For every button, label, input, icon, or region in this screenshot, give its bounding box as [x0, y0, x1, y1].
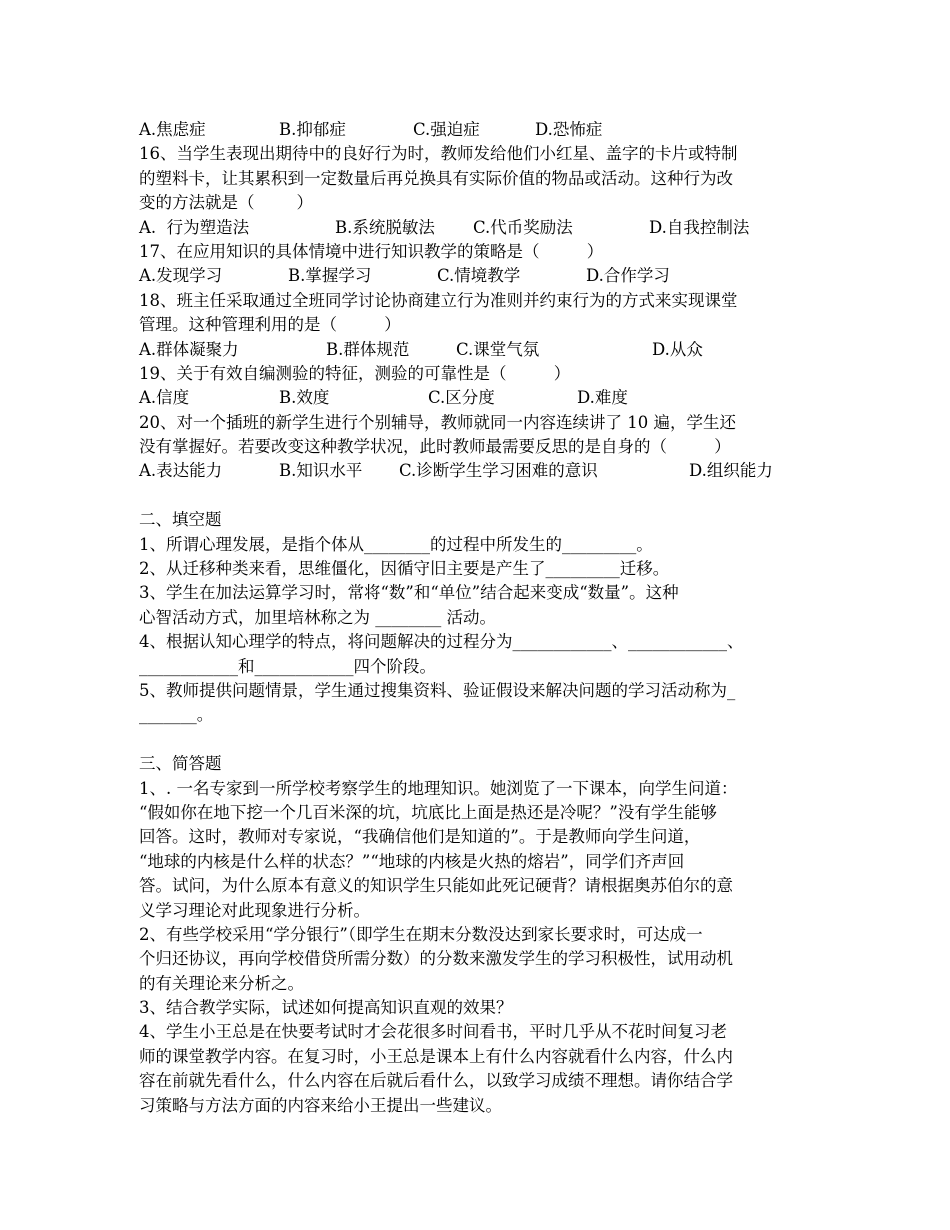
short-line-1: 1、. 一名专家到一所学校考察学生的地理知识。她浏览了一下课本，向学生问道：	[139, 778, 738, 798]
q16-line-1: 16、当学生表现出期待中的良好行为时，教师发给他们小红星、盖字的卡片或特制	[139, 144, 738, 164]
fill-line-6: ____________和____________四个阶段。	[139, 656, 436, 676]
fill-line-4: 心智活动方式，加里培林称之为 ________ 活动。	[139, 607, 496, 627]
q17-line-1: 17、在应用知识的具体情境中进行知识教学的策略是（ ）	[139, 241, 604, 261]
option-d: D.恐怖症	[535, 120, 603, 139]
q19-line-1: 19、关于有效自编测验的特征，测验的可靠性是（ ）	[139, 363, 571, 383]
option-c: C.诊断学生学习困难的意识	[399, 461, 598, 481]
q16-line-2: 的塑料卡，让其累积到一定数量后再兑换具有实际价值的物品或活动。这种行为改	[139, 168, 733, 188]
q16-options	[139, 216, 819, 240]
option-d: D.自我控制法	[649, 217, 750, 237]
option-a: A.表达能力	[139, 461, 223, 481]
fill-line-8: _______。	[139, 705, 214, 725]
option-a: A.群体凝聚力	[139, 339, 239, 359]
q18-line-2: 管理。这种管理利用的是（ ）	[139, 315, 401, 335]
short-line-3: 回答。这时，教师对专家说，“我确信他们是知道的”。于是教师向学生问道，	[139, 827, 701, 847]
short-line-10: 3、结合教学实际，试述如何提高知识直观的效果？	[139, 998, 513, 1018]
short-line-13: 容在前就先看什么，什么内容在后就后看什么，以致学习成绩不理想。请你结合学	[139, 1071, 733, 1091]
option-c: C.代币奖励法	[473, 217, 573, 237]
option-c: C.强迫症	[413, 120, 480, 139]
option-c: C.课堂气氛	[456, 339, 540, 359]
option-a: A.信度	[139, 388, 190, 408]
option-c: C.情境教学	[437, 266, 521, 286]
short-line-4: “地球的内核是什么样的状态？”“地球的内核是火热的熔岩”，同学们齐声回	[139, 851, 685, 871]
section-title-fill: 二、填空题	[139, 510, 222, 530]
fill-line-2: 2、从迁移种类来看，思维僵化，因循守旧主要是产生了_________迁移。	[139, 559, 670, 579]
q18-line-1: 18、班主任采取通过全班同学讨论协商建立行为准则并约束行为的方式来实现课堂	[139, 290, 738, 310]
option-b: B.知识水平	[279, 461, 363, 481]
option-d: D.合作学习	[586, 266, 670, 286]
short-line-8: 个归还协议，再向学校借贷所需分数）的分数来激发学生的学习积极性，试用动机	[139, 949, 733, 969]
option-b: B.系统脱敏法	[335, 217, 435, 237]
option-a: A. 行为塑造法	[139, 217, 250, 237]
option-b: B.抑郁症	[279, 120, 346, 139]
document-page	[139, 118, 819, 1118]
option-d: D.组织能力	[689, 461, 773, 481]
option-d: D.难度	[577, 388, 628, 408]
q20-line-1: 20、对一个插班的新学生进行个别辅导，教师就同一内容连续讲了 10 遍，学生还	[139, 412, 736, 432]
fill-line-3: 3、学生在加法运算学习时，常将“数”和“单位”结合起来变成“数量”。这种	[139, 583, 679, 603]
short-line-11: 4、学生小王总是在快要考试时才会花很多时间看书，平时几乎从不花时间复习老	[139, 1022, 727, 1042]
option-b: B.效度	[279, 388, 330, 408]
q20-line-2: 没有掌握好。若要改变这种教学状况，此时教师最需要反思的是自身的（ ）	[139, 437, 731, 457]
fill-line-7: 5、教师提供问题情景，学生通过搜集资料、验证假设来解决问题的学习活动称为_	[139, 680, 736, 700]
short-line-9: 的有关理论来分析之。	[139, 973, 304, 993]
fill-line-5: 4、根据认知心理学的特点，将问题解决的过程分为____________、____________、	[139, 632, 744, 652]
q17-options	[139, 264, 819, 288]
short-line-2: “假如你在地下挖一个几百米深的坑，坑底比上面是热还是冷呢？”没有学生能够	[139, 802, 717, 822]
short-line-5: 答。试问，为什么原本有意义的知识学生只能如此死记硬背？请根据奥苏伯尔的意	[139, 876, 733, 896]
q20-options	[139, 459, 819, 483]
short-line-12: 师的课堂教学内容。在复习时，小王总是课本上有什么内容就看什么内容，什么内	[139, 1046, 733, 1066]
short-line-6: 义学习理论对此现象进行分析。	[139, 900, 370, 920]
option-d: D.从众	[652, 339, 703, 359]
short-line-7: 2、有些学校采用“学分银行”（即学生在期末分数没达到家长要求时，可达成一	[139, 924, 703, 944]
option-b: B.掌握学习	[288, 266, 372, 286]
option-a: A.发现学习	[139, 266, 223, 286]
q15-options	[139, 118, 819, 142]
short-line-14: 习策略与方法方面的内容来给小王提出一些建议。	[139, 1095, 502, 1115]
section-title-short: 三、简答题	[139, 754, 222, 774]
option-b: B.群体规范	[326, 339, 410, 359]
q18-options	[139, 338, 819, 362]
q19-options	[139, 386, 819, 410]
fill-line-1: 1、所谓心理发展，是指个体从________的过程中所发生的_________。	[139, 534, 653, 554]
q16-line-3: 变的方法就是（ ）	[139, 193, 313, 213]
option-a: A.焦虑症	[139, 120, 206, 139]
option-c: C.区分度	[428, 388, 495, 408]
